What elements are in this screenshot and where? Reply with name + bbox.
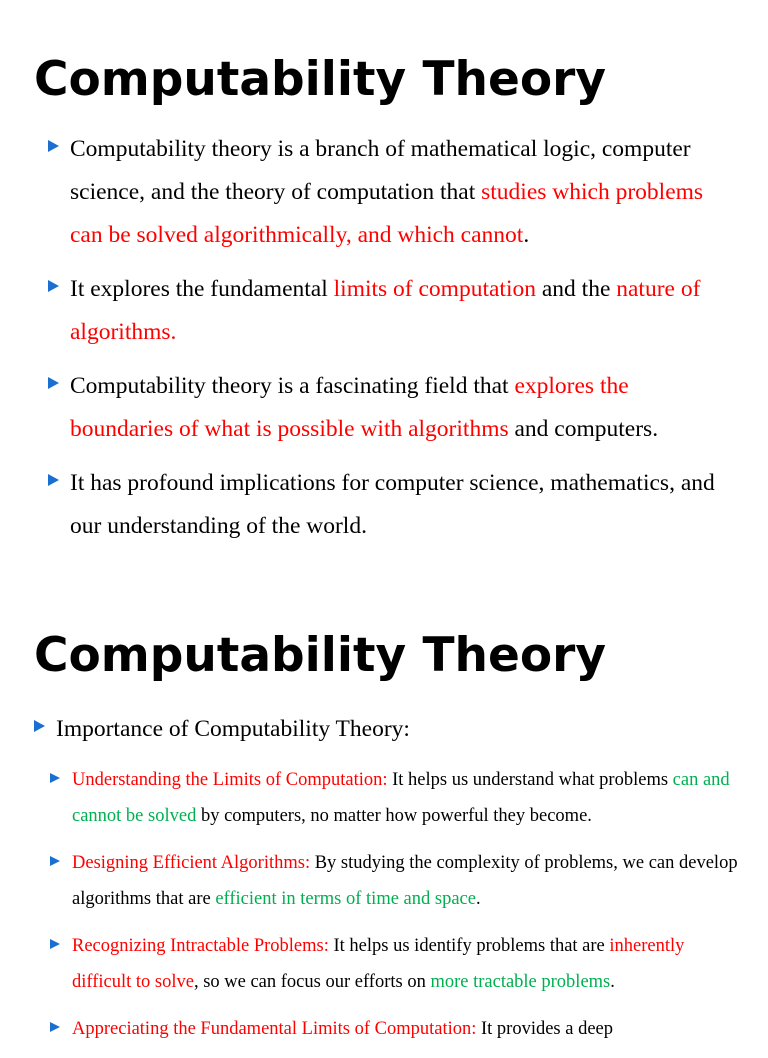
highlight-text: can and cannot be solved — [72, 770, 730, 826]
highlight-text: more tractable problems — [430, 972, 611, 992]
item-heading: Designing Efficient Algorithms: — [72, 853, 311, 873]
bullet-text: It helps us understand what problems — [387, 770, 673, 790]
highlight-text: efficient in terms of time and space — [215, 889, 476, 909]
list-item — [48, 365, 718, 451]
bullet-text: It helps us identify problems that are — [328, 936, 610, 956]
triangle-bullet-icon — [48, 474, 59, 486]
highlight-text: nature of algorithms. — [70, 276, 701, 345]
list-item — [50, 928, 740, 1000]
bullet-text: By studying the complexity of problems, we can develop algorithms that are — [72, 853, 738, 909]
bullet-list — [34, 708, 734, 751]
bullet-text: Importance of Computability Theory: — [56, 716, 410, 742]
highlight-text: explores the boundaries of what is possible with algorithms — [70, 373, 629, 442]
list-item — [48, 268, 718, 354]
highlight-text: studies which problems can be solved algorithmically, and which cannot — [70, 179, 704, 248]
item-heading: Understanding the Limits of Computation: — [72, 770, 388, 790]
slide-title: Computability Theory — [34, 52, 606, 107]
triangle-bullet-icon — [34, 720, 45, 732]
bullet-text: by computers, no matter how powerful they become. — [196, 806, 592, 826]
highlight-text: limits of computation — [333, 276, 536, 302]
list-item — [34, 708, 734, 751]
list-item — [50, 762, 740, 834]
item-heading: Recognizing Intractable Problems: — [72, 936, 329, 956]
bullet-text: and the — [535, 276, 617, 302]
bullet-text: and computers. — [508, 416, 659, 442]
triangle-bullet-icon — [48, 140, 59, 152]
triangle-bullet-icon — [48, 280, 59, 292]
list-item — [50, 1011, 740, 1047]
list-item — [50, 845, 740, 917]
bullet-text: It has profound implications for computer science, mathematics, and our understanding of the world. — [70, 470, 715, 539]
bullet-text: Computability theory is a branch of mathematical logic, computer science, and the theory of computation that — [70, 136, 691, 205]
triangle-bullet-icon — [50, 856, 60, 866]
triangle-bullet-icon — [50, 773, 60, 783]
slide-2 — [0, 580, 768, 1039]
bullet-list — [48, 128, 718, 559]
bullet-text: , so we can focus our efforts on — [193, 972, 431, 992]
triangle-bullet-icon — [50, 939, 60, 949]
highlight-text: inherently difficult to solve — [72, 936, 685, 992]
bullet-text: It explores the fundamental — [70, 276, 334, 302]
list-item — [48, 128, 718, 257]
bullet-text: It provides a deep — [476, 1019, 614, 1039]
sub-bullet-list — [50, 762, 740, 1058]
list-item — [48, 462, 718, 548]
bullet-text: . — [523, 222, 530, 248]
bullet-text: Computability theory is a fascinating field that — [70, 373, 515, 399]
slide-title: Computability Theory — [34, 628, 606, 683]
bullet-text: . — [475, 889, 481, 909]
bullet-text: . — [610, 972, 615, 992]
triangle-bullet-icon — [48, 377, 59, 389]
item-heading: Appreciating the Fundamental Limits of Computation: — [72, 1019, 477, 1039]
